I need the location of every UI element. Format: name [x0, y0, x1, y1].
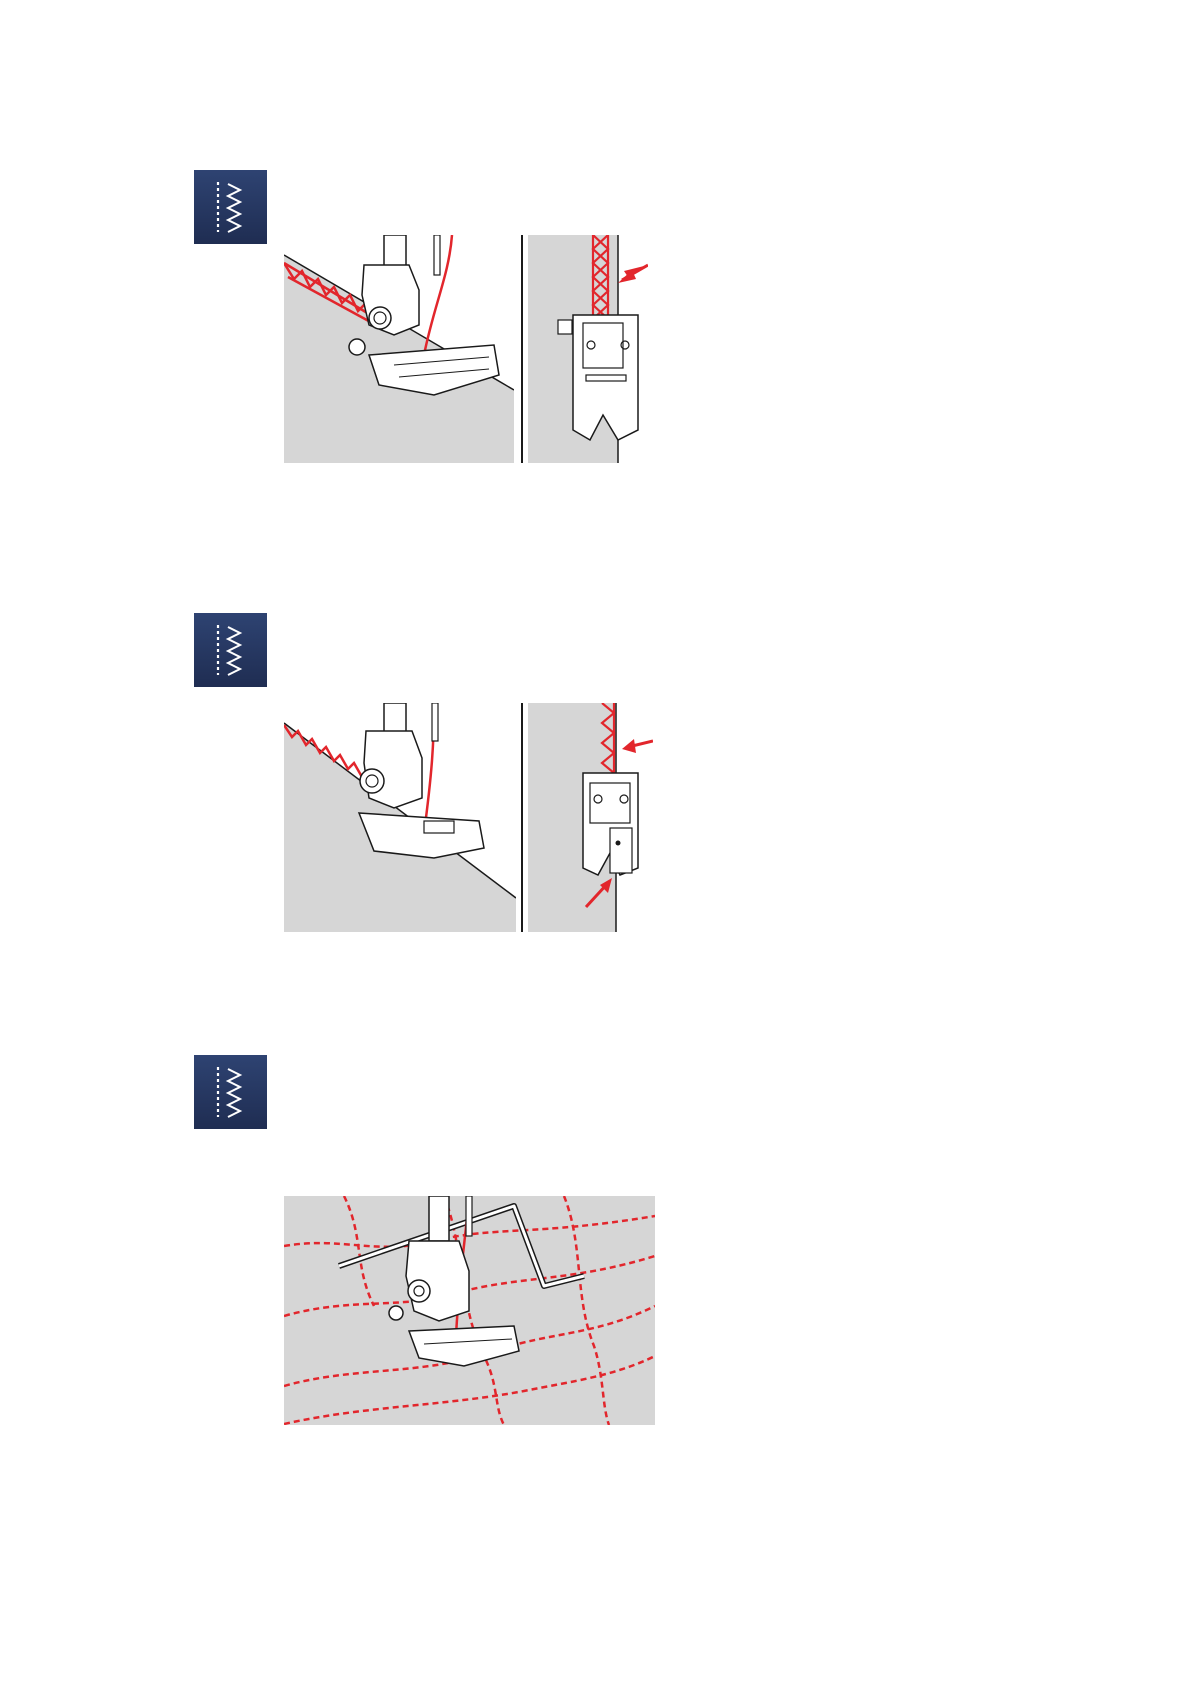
overlock-stitch-icon	[194, 613, 267, 687]
overlock-stitch-icon	[194, 1055, 267, 1129]
overlock-stitch-icon	[194, 170, 267, 244]
presser-foot-overcast-left-view	[284, 235, 514, 463]
edge-foot-overcast-top-view	[528, 703, 653, 932]
quilting-guide-bar-view	[284, 1196, 655, 1425]
figure-divider	[521, 235, 523, 463]
edge-foot-overcast-left-view	[284, 703, 516, 932]
presser-foot-overcast-top-view	[528, 235, 648, 463]
figure-divider	[521, 703, 523, 932]
